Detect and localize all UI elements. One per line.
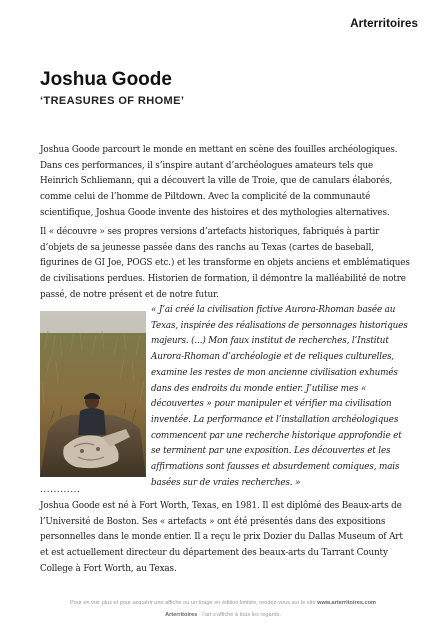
footer-line-1: [0, 600, 446, 606]
artist-quote: « J’ai créé la civilisation fictive Aurora-Rhoman basée au Texas, inspirée des réalisations de personnages historiques majeurs. (...) Mon faux institut de recherches, l’Institut Aurora-Rhoman d’archéologie et de reliques culturelles, examine les restes de mon ancienne civilisation exhumés dans des endroits du monde entier. J’utilise mes « découvertes » pour manipuler et vérifier ma civilisation inventée. La performance et l’installation archéologiques commencent par une recherche historique approfondie et se terminent par une exposition. Les découvertes et les affirmations sont fausses et absurdement comiques, mais basées sur de vraies recherches. »: [151, 305, 408, 488]
footer-line-2: [0, 612, 446, 618]
project-title: ‘TREASURES OF RHOME’: [40, 95, 185, 107]
website-link[interactable]: www.arterritoires.com: [317, 600, 376, 606]
section-separator: ............: [40, 485, 81, 495]
footer-text: Pour en voir plus et pour acquérir une affiche ou un tirage en édition limitée, rendez-vous sur le site: [70, 600, 318, 606]
artist-photo: [40, 311, 146, 477]
excavation-photo-illustration: [40, 311, 146, 477]
intro-paragraph: Joshua Goode parcourt le monde en mettant en scène des fouilles archéologiques. Dans ces performances, il s’inspire autant d’archéologues amateurs tels que Heinrich Schliemann, qui a découvert la ville de Troie, que de canulars élaborés, comme celui de l’homme de Piltdown. Avec la complicité de la communauté scientifique, Joshua Goode invente des histoires et des mythologies alternatives.: [40, 145, 398, 218]
biography-paragraph: Joshua Goode est né à Fort Worth, Texas, en 1981. Il est diplômé des Beaux-arts de l’Université de Boston. Ses « artefacts » ont été présentés dans des expositions personnelles dans le monde entier. Il a reçu le prix Dozier du Dallas Museum of Art et est actuellement directeur du département des beaux-arts du Tarrant County College à Fort Worth, au Texas.: [40, 501, 403, 574]
footer-brand: Arterritoires: [165, 612, 198, 618]
artist-name: Joshua Goode: [40, 69, 172, 90]
artifacts-paragraph: Il « découvre » ses propres versions d’artefacts historiques, fabriqués à partir d’objets de sa jeunesse passée dans des ranchs au Texas (cartes de baseball, figurines de GI Joe, POGS etc.) et les transforme en objets anciens et emblématiques de civilisations perdues. Historien de formation, il démontre la malléabilité de notre passé, de notre présent et de notre futur.: [40, 227, 410, 300]
brand-logo: Arterritoires: [350, 18, 418, 30]
footer-tagline: - l’art s’affiche à tous les regards.: [197, 612, 281, 618]
